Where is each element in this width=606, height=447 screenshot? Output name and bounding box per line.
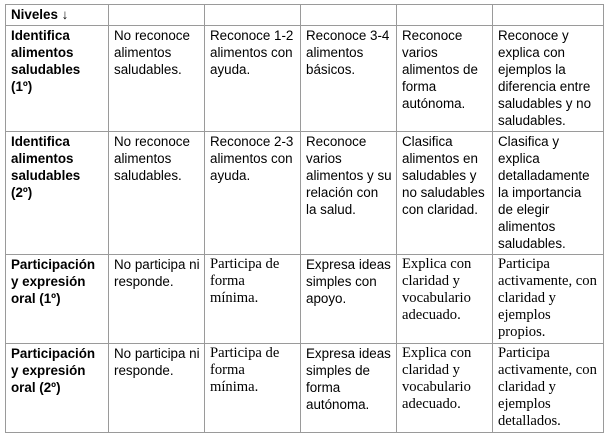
- level-cell: Expresa ideas simples de forma autónoma.: [301, 344, 397, 433]
- header-cell: [397, 5, 493, 26]
- level-cell: Reconoce 2-3 alimentos con ayuda.: [205, 132, 301, 255]
- level-cell: Reconoce varios alimentos de forma autónoma.: [397, 26, 493, 132]
- header-row: [6, 5, 604, 26]
- level-cell: Clasifica alimentos en saludables y no saludables con claridad.: [397, 132, 493, 255]
- level-cell: Reconoce y explica con ejemplos la diferencia entre saludables y no saludables.: [493, 26, 604, 132]
- levels-header-cell: Niveles ↓: [6, 5, 109, 26]
- level-cell: No participa ni responde.: [109, 255, 205, 344]
- level-cell: Participa de forma mínima.: [205, 255, 301, 344]
- rubric-container: [5, 4, 604, 433]
- level-cell: Explica con claridad y vocabulario adecuado.: [397, 255, 493, 344]
- rubric-body: [6, 5, 604, 433]
- header-cell: [205, 5, 301, 26]
- level-cell: No reconoce alimentos saludables.: [109, 26, 205, 132]
- header-cell: [109, 5, 205, 26]
- table-row: [6, 344, 604, 433]
- table-row: [6, 26, 604, 132]
- criterion-cell: Identifica alimentos saludables (2º): [6, 132, 109, 255]
- level-cell: Explica con claridad y vocabulario adecuado.: [397, 344, 493, 433]
- level-cell: Participa activamente, con claridad y ejemplos detallados.: [493, 344, 604, 433]
- level-cell: Expresa ideas simples con apoyo.: [301, 255, 397, 344]
- level-cell: Reconoce 1-2 alimentos con ayuda.: [205, 26, 301, 132]
- criterion-cell: Participación y expresión oral (2º): [6, 344, 109, 433]
- table-row: [6, 255, 604, 344]
- level-cell: No participa ni responde.: [109, 344, 205, 433]
- level-cell: Reconoce 3-4 alimentos básicos.: [301, 26, 397, 132]
- level-cell: Participa de forma mínima.: [205, 344, 301, 433]
- criterion-cell: Identifica alimentos saludables (1º): [6, 26, 109, 132]
- table-row: [6, 132, 604, 255]
- level-cell: Participa activamente, con claridad y ejemplos propios.: [493, 255, 604, 344]
- level-cell: Clasifica y explica detalladamente la importancia de elegir alimentos saludables.: [493, 132, 604, 255]
- criterion-cell: Participación y expresión oral (1º): [6, 255, 109, 344]
- header-cell: [301, 5, 397, 26]
- rubric-table: [5, 4, 604, 433]
- level-cell: Reconoce varios alimentos y su relación con la salud.: [301, 132, 397, 255]
- header-cell: [493, 5, 604, 26]
- level-cell: No reconoce alimentos saludables.: [109, 132, 205, 255]
